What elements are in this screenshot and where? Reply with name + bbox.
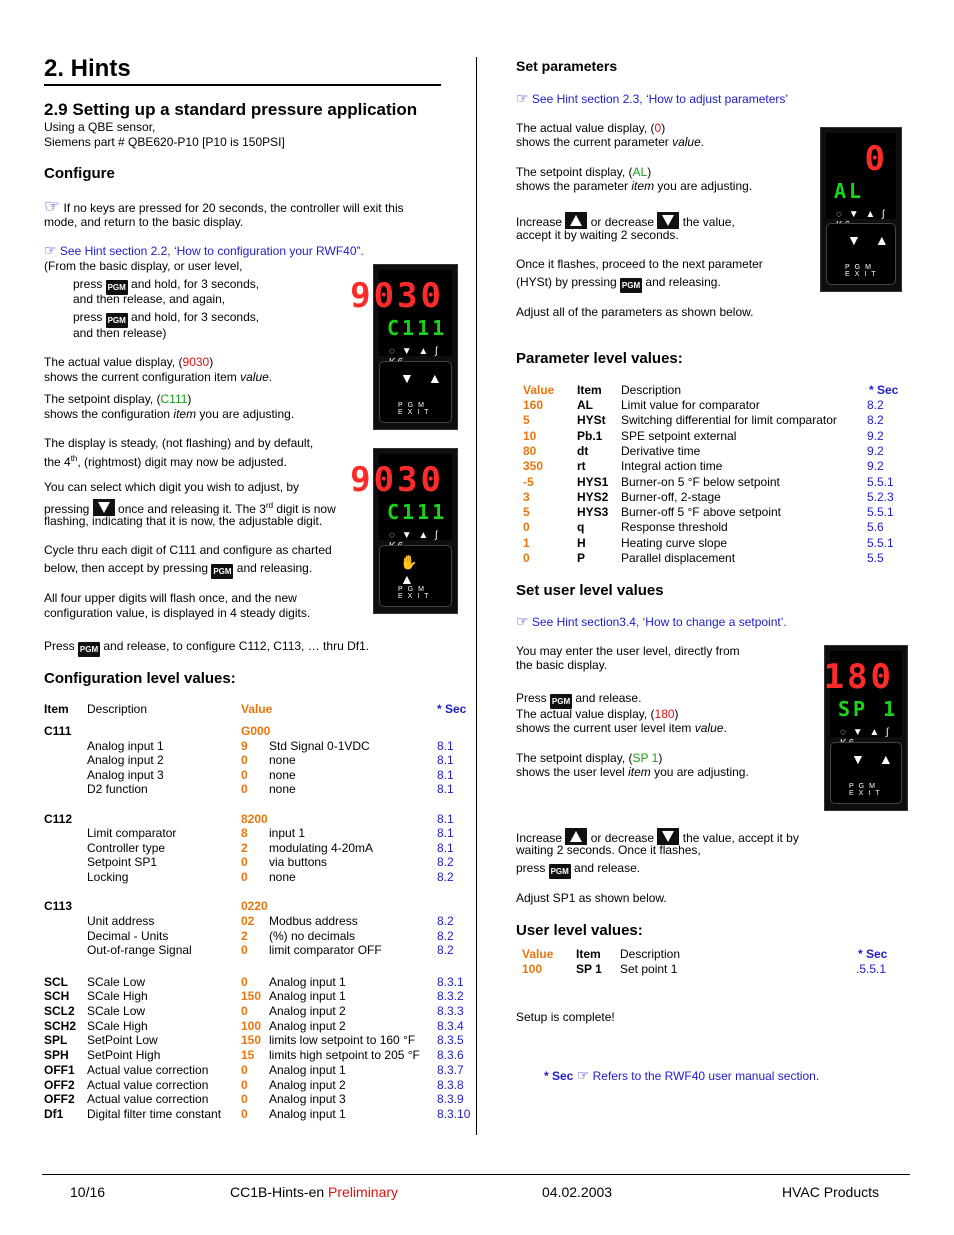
config-row-value: 0 <box>241 782 248 796</box>
user-enter-text-2: the basic display. <box>516 658 608 672</box>
config-row-detail: Analog input 1 <box>269 975 346 989</box>
config-row-value: 02 <box>241 914 255 928</box>
config-row-desc: Unit address <box>87 914 155 928</box>
param-table-heading: Parameter level values: <box>516 350 683 367</box>
footer-page: 10/16 <box>70 1184 106 1200</box>
param-row-sec: 9.2 <box>867 428 884 443</box>
param-row-item: HYS3 <box>577 505 609 520</box>
config-row-value: 15 <box>241 1048 255 1062</box>
config-row-item: OFF1 <box>44 1063 75 1077</box>
param-row-value: 1 <box>523 535 530 550</box>
section-title: 2.9 Setting up a standard pressure application <box>44 100 418 119</box>
hint-link-3-4[interactable]: ☞ See Hint section3.4, ‘How to change a setpoint’. <box>516 614 787 630</box>
steady-text-2: the 4th, (rightmost) digit may now be adjusted. <box>44 454 287 469</box>
param-row-desc: SPE setpoint external <box>621 428 737 443</box>
subtitle-2: Siemens part # QBE620-P10 [P10 is 150PSI] <box>44 135 285 149</box>
config-row-detail: via buttons <box>269 855 328 869</box>
config-row-sec: 8.3.4 <box>437 1019 464 1033</box>
config-row-value: 0220 <box>241 899 268 913</box>
pgm-key-icon: PGM <box>550 694 572 709</box>
param-row-value: 0 <box>523 551 530 565</box>
hint-link-2-2[interactable]: ☞ See Hint section 2.2, ‘How to configuration your RWF40”. <box>44 243 364 259</box>
cycle-text-2: below, then accept by pressing PGM and releasing. <box>44 561 312 579</box>
config-row-desc: SCale High <box>87 989 148 1003</box>
param-row-desc: Burner-off, 2-stage <box>621 489 721 504</box>
param-row-sec: 5.2.3 <box>867 489 894 504</box>
config-col-desc: Description <box>87 702 148 716</box>
param-row-sec: 5.5 <box>867 551 884 565</box>
param-col-value: Value <box>523 383 555 397</box>
user-setpoint-text: The setpoint display, (SP 1) <box>516 751 663 765</box>
config-row-detail: Std Signal 0-1VDC <box>269 739 370 753</box>
param-increase-text: Increase or decrease the value, <box>516 212 735 230</box>
config-row-value: 0 <box>241 753 248 767</box>
config-row-sec: 8.1 <box>437 753 454 767</box>
setpoint-text-2: shows the configuration item you are adjusting. <box>44 407 295 421</box>
config-row-desc: SCale Low <box>87 975 146 989</box>
user-col-value: Value <box>522 947 554 961</box>
pointing-hand-icon: ☞ <box>44 196 61 217</box>
config-row-item: SCL2 <box>44 1004 75 1018</box>
pgm-key-icon: PGM <box>211 564 233 579</box>
config-row-desc: Setpoint SP1 <box>87 855 158 869</box>
config-row-sec: 8.2 <box>437 855 454 869</box>
footer-doc: CC1B-Hints-en Preliminary <box>230 1184 399 1200</box>
config-row-detail: limits low setpoint to 160 °F <box>269 1033 416 1047</box>
pgm-key-icon: PGM <box>620 278 642 293</box>
press-release-text: Press PGM and release, to configure C112, C113, … thru Df1. <box>44 639 369 657</box>
user-enter-text: You may enter the user level, directly from <box>516 644 740 658</box>
footer-rule <box>42 1174 910 1175</box>
config-row-sec: 8.1 <box>437 841 454 855</box>
param-row-value: 0 <box>523 520 530 535</box>
user-row-item: SP 1 <box>576 962 602 976</box>
config-col-sec: * Sec <box>437 702 467 716</box>
release-again: and then release, and again, <box>73 292 226 306</box>
param-row-sec: 5.6 <box>867 520 884 535</box>
config-row-sec: 8.2 <box>437 943 454 957</box>
param-row-item: P <box>577 551 586 565</box>
config-row-item: SPH <box>44 1048 69 1062</box>
config-row-item: SCL <box>44 975 68 989</box>
config-row-item: C112 <box>44 812 73 826</box>
config-row-value: 0 <box>241 768 248 782</box>
config-col-item: Item <box>44 702 69 716</box>
config-row-value: 2 <box>241 841 248 855</box>
config-row-value: 150 <box>241 989 262 1003</box>
timeout-note-2: mode, and return to the basic display. <box>44 215 244 229</box>
param-row-value: 5 <box>523 413 530 428</box>
config-row-sec: 8.2 <box>437 914 454 928</box>
config-row-detail: limits high setpoint to 205 °F <box>269 1048 420 1062</box>
flash-text-2: configuration value, is displayed in 4 steady digits. <box>44 606 311 620</box>
setpoint-text: The setpoint display, (C111) <box>44 392 192 406</box>
param-col-desc: Description <box>621 383 682 397</box>
config-row-sec: 8.3.2 <box>437 989 464 1003</box>
actual-value-text: The actual value display, (9030) <box>44 355 214 369</box>
configure-heading: Configure <box>44 165 115 182</box>
config-row-detail: none <box>269 782 296 796</box>
param-row-item: dt <box>577 443 589 458</box>
user-col-item: Item <box>576 947 601 961</box>
flash-text: All four upper digits will flash once, and the new <box>44 591 297 605</box>
pgm-key-icon: PGM <box>78 642 100 657</box>
config-row-detail: Analog input 2 <box>269 1019 346 1033</box>
user-increase-text-2: waiting 2 seconds. Once it flashes, <box>516 843 701 857</box>
controller-display-1: 9030 C111 ◌ ▼ ▲ ʃ ▼▲ PGM EXIT <box>373 264 458 430</box>
select-digit-text-3: flashing, indicating that it is now, the adjustable digit. <box>44 514 323 528</box>
param-row-desc: Response threshold <box>621 520 728 535</box>
param-row-value: 10 <box>523 428 537 443</box>
config-row-item: OFF2 <box>44 1078 75 1092</box>
param-row-value: 3 <box>523 489 530 504</box>
footer-dept: HVAC Products <box>782 1184 879 1200</box>
hint-link-2-3[interactable]: ☞ See Hint section 2.3, ‘How to adjust parameters’ <box>516 91 789 107</box>
config-row-desc: Locking <box>87 870 129 884</box>
param-row-item: H <box>577 535 586 550</box>
config-row-value: 9 <box>241 739 248 753</box>
cycle-text: Cycle thru each digit of C111 and configure as charted <box>44 543 332 557</box>
pointing-hand-icon: ☞ <box>44 243 57 259</box>
param-row-desc: Integral action time <box>621 459 723 474</box>
config-row-value: G000 <box>241 724 271 738</box>
pgm-key-icon: PGM <box>106 280 128 295</box>
pgm-key-icon: PGM <box>106 313 128 328</box>
param-increase-text-2: accept it by waiting 2 seconds. <box>516 228 679 242</box>
param-row-item: HYS1 <box>577 474 609 489</box>
actual-value-text-2: shows the current configuration item value. <box>44 370 273 384</box>
param-row-desc: Parallel displacement <box>621 551 736 565</box>
config-row-value: 8 <box>241 826 248 840</box>
param-flash-text: Once it flashes, proceed to the next parameter <box>516 257 763 271</box>
config-row-item: SCH2 <box>44 1019 77 1033</box>
config-row-desc: Digital filter time constant <box>87 1107 222 1121</box>
footer-date: 04.02.2003 <box>542 1184 613 1200</box>
config-row-sec: 8.3.9 <box>437 1092 464 1106</box>
config-row-sec: 8.1 <box>437 739 454 753</box>
pgm-key-icon: PGM <box>549 864 571 879</box>
config-row-desc: SetPoint High <box>87 1048 161 1062</box>
param-col-sec: * Sec <box>869 383 899 397</box>
config-row-value: 150 <box>241 1033 262 1047</box>
config-row-value: 0 <box>241 1078 248 1092</box>
timeout-note-1: ☞ If no keys are pressed for 20 seconds, the controller will exit this <box>44 196 404 217</box>
set-params-heading: Set parameters <box>516 58 618 74</box>
config-row-desc: SCale Low <box>87 1004 146 1018</box>
param-col-item: Item <box>577 383 602 397</box>
controller-display-3: 0 AL ◌ ▼ ▲ ʃ ▼▲ PGM EXIT <box>820 127 902 292</box>
config-row-item: Df1 <box>44 1107 64 1121</box>
steady-text: The display is steady, (not flashing) and by default, <box>44 436 314 450</box>
config-row-desc: Analog input 1 <box>87 739 164 753</box>
pointing-hand-icon: ☞ <box>576 1068 590 1084</box>
sec-note: * Sec ☞ Refers to the RWF40 user manual section. <box>544 1068 820 1084</box>
from-basic-display: (From the basic display, or user level, <box>44 259 243 273</box>
user-increase-text-3: press PGM and release. <box>516 861 640 879</box>
param-row-item: HYS2 <box>577 489 609 504</box>
press-hold-1: press PGM and hold, for 3 seconds, <box>73 277 259 295</box>
config-row-sec: 8.2 <box>437 870 454 884</box>
config-row-desc: Analog input 2 <box>87 753 164 767</box>
param-row-desc: Burner-off 5 °F above setpoint <box>621 505 782 520</box>
param-actual-text: The actual value display, (0) <box>516 121 666 135</box>
config-row-detail: Analog input 1 <box>269 1063 346 1077</box>
config-row-value: 0 <box>241 975 248 989</box>
setup-complete: Setup is complete! <box>516 1010 615 1024</box>
config-row-detail: (%) no decimals <box>269 929 356 943</box>
config-row-sec: 8.3.5 <box>437 1033 464 1047</box>
param-row-value: 5 <box>523 505 530 520</box>
user-row-desc: Set point 1 <box>620 962 678 976</box>
config-row-detail: Analog input 1 <box>269 989 346 1003</box>
user-actual-text: The actual value display, (180) <box>516 707 679 721</box>
config-row-sec: 8.2 <box>437 929 454 943</box>
config-row-sec: 8.3.8 <box>437 1078 464 1092</box>
config-row-detail: Analog input 3 <box>269 1092 346 1106</box>
select-digit-text: You can select which digit you wish to adjust, by <box>44 480 300 494</box>
config-row-item: SCH <box>44 989 70 1003</box>
user-increase-text: Increase or decrease the value, accept it by <box>516 828 799 846</box>
user-table-heading: User level values: <box>516 922 643 939</box>
config-row-detail: modulating 4-20mA <box>269 841 374 855</box>
param-row-sec: 5.5.1 <box>867 505 894 520</box>
select-digit-text-2: pressing once and releasing it. The 3rd digit is now <box>44 501 336 516</box>
param-row-item: HYSt <box>577 413 606 428</box>
user-col-desc: Description <box>620 947 681 961</box>
param-row-desc: Limit value for comparator <box>621 398 760 412</box>
config-row-item: C113 <box>44 899 73 913</box>
user-adjust-text: Adjust SP1 as shown below. <box>516 891 667 905</box>
param-flash-text-2: (HYSt) by pressing PGM and releasing. <box>516 275 721 293</box>
param-row-item: rt <box>577 459 586 474</box>
param-row-desc: Burner-on 5 °F below setpoint <box>621 474 780 489</box>
param-row-item: Pb.1 <box>577 428 603 443</box>
config-row-value: 0 <box>241 1063 248 1077</box>
param-row-sec: 5.5.1 <box>867 474 894 489</box>
config-row-sec: 8.3.7 <box>437 1063 464 1077</box>
config-row-value: 2 <box>241 929 248 943</box>
config-row-detail: limit comparator OFF <box>269 943 382 957</box>
param-row-sec: 8.2 <box>867 398 884 412</box>
param-row-desc: Derivative time <box>621 443 701 458</box>
param-setpoint-text: The setpoint display, (AL) <box>516 165 652 179</box>
controller-display-2: 9030 C111 ◌ ▼ ▲ ʃ ✋▲ PGM EXIT <box>373 448 458 614</box>
config-row-desc: Actual value correction <box>87 1063 209 1077</box>
down-key-icon <box>657 212 679 229</box>
config-row-desc: Controller type <box>87 841 166 855</box>
param-row-value: 160 <box>523 398 544 412</box>
press-hold-2: press PGM and hold, for 3 seconds, <box>73 310 259 328</box>
config-row-detail: Modbus address <box>269 914 358 928</box>
config-row-desc: D2 function <box>87 782 148 796</box>
param-row-value: 80 <box>523 443 537 458</box>
config-row-desc: SetPoint Low <box>87 1033 158 1047</box>
user-row-sec: .5.5.1 <box>856 962 887 976</box>
param-row-value: -5 <box>523 474 534 489</box>
param-row-sec: 9.2 <box>867 459 884 474</box>
up-key-icon <box>565 212 587 229</box>
controller-display-4: 180 SP 1 ◌ ▼ ▲ ʃ ▼▲ PGM EXIT <box>824 645 908 811</box>
config-row-desc: SCale High <box>87 1019 148 1033</box>
config-table-heading: Configuration level values: <box>44 670 236 687</box>
param-row-item: q <box>577 520 585 535</box>
config-row-value: 0 <box>241 1004 248 1018</box>
user-press-text: Press PGM and release. <box>516 691 641 709</box>
param-row-item: AL <box>577 398 593 412</box>
config-row-sec: 8.3.10 <box>437 1107 471 1121</box>
config-row-value: 0 <box>241 855 248 869</box>
config-row-detail: Analog input 2 <box>269 1004 346 1018</box>
column-divider <box>476 57 477 1135</box>
config-row-value: 0 <box>241 870 248 884</box>
config-col-value: Value <box>241 702 273 716</box>
user-setpoint-text-2: shows the user level item you are adjusting. <box>516 765 749 779</box>
config-row-sec: 8.1 <box>437 768 454 782</box>
subtitle-1: Using a QBE sensor, <box>44 120 156 134</box>
title-rule <box>44 84 441 86</box>
config-row-desc: Actual value correction <box>87 1092 209 1106</box>
config-row-item: SPL <box>44 1033 68 1047</box>
release-close: and then release) <box>73 326 167 340</box>
config-row-desc: Out-of-range Signal <box>87 943 192 957</box>
param-row-sec: 5.5.1 <box>867 535 894 550</box>
config-row-value: 100 <box>241 1019 262 1033</box>
param-row-sec: 8.2 <box>867 413 884 428</box>
config-row-sec: 8.1 <box>437 812 454 826</box>
config-row-detail: input 1 <box>269 826 306 840</box>
config-row-item: C111 <box>44 724 72 738</box>
param-adjust-text: Adjust all of the parameters as shown below. <box>516 305 754 319</box>
config-row-value: 0 <box>241 943 248 957</box>
config-row-detail: none <box>269 768 296 782</box>
param-row-desc: Switching differential for limit comparator <box>621 413 837 428</box>
user-row-value: 100 <box>522 962 543 976</box>
param-row-value: 350 <box>523 459 544 474</box>
config-row-value: 0 <box>241 1107 248 1121</box>
page-title: 2. Hints <box>44 55 131 82</box>
config-row-sec: 8.3.1 <box>437 975 464 989</box>
user-level-heading: Set user level values <box>516 582 664 599</box>
param-actual-text-2: shows the current parameter value. <box>516 135 705 149</box>
user-actual-text-2: shows the current user level item value. <box>516 721 727 735</box>
config-row-detail: Analog input 1 <box>269 1107 346 1121</box>
config-row-sec: 8.3.6 <box>437 1048 464 1062</box>
config-row-sec: 8.3.3 <box>437 1004 464 1018</box>
config-row-item: OFF2 <box>44 1092 75 1106</box>
param-row-desc: Heating curve slope <box>621 535 728 550</box>
param-row-sec: 9.2 <box>867 443 884 458</box>
config-row-value: 8200 <box>241 812 268 826</box>
config-row-detail: Analog input 2 <box>269 1078 346 1092</box>
config-row-detail: none <box>269 870 296 884</box>
config-row-value: 0 <box>241 1092 248 1106</box>
config-row-desc: Decimal - Units <box>87 929 169 943</box>
config-row-sec: 8.1 <box>437 782 454 796</box>
user-col-sec: * Sec <box>858 947 888 961</box>
config-row-desc: Limit comparator <box>87 826 177 840</box>
config-row-desc: Analog input 3 <box>87 768 164 782</box>
param-setpoint-text-2: shows the parameter item you are adjusting. <box>516 179 753 193</box>
config-row-sec: 8.1 <box>437 826 454 840</box>
config-row-desc: Actual value correction <box>87 1078 209 1092</box>
pointing-hand-icon: ☞ <box>516 91 529 107</box>
pointing-hand-icon: ☞ <box>516 614 529 630</box>
config-row-detail: none <box>269 753 296 767</box>
